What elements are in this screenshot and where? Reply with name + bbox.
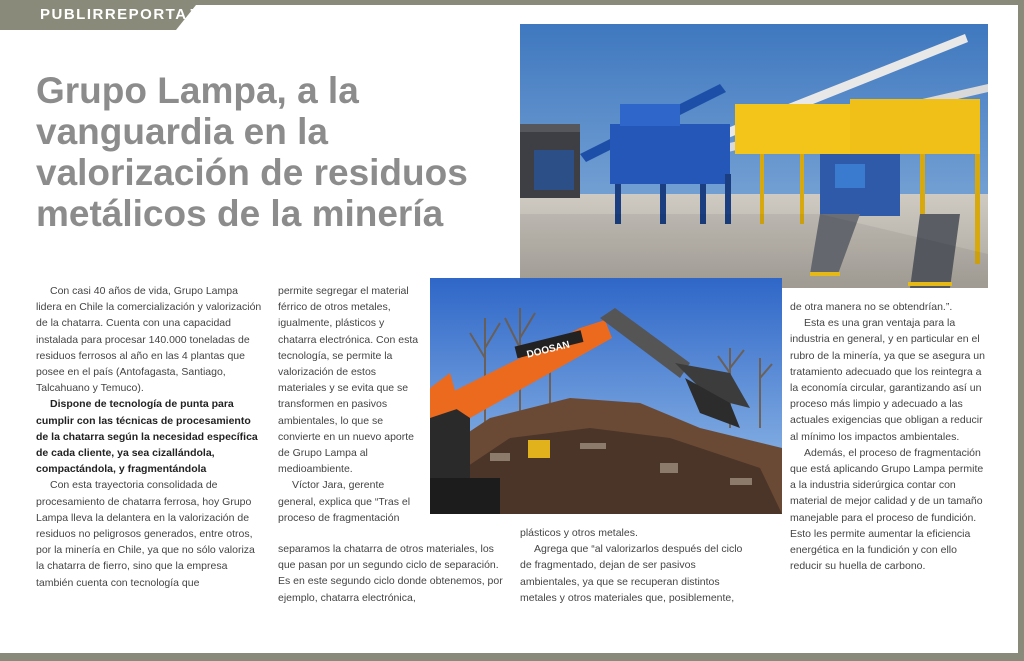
bottom-border bbox=[0, 653, 1024, 661]
section-tag-label: PUBLIRREPORTAJE bbox=[40, 6, 209, 23]
text-column-2-top bbox=[278, 283, 422, 526]
excavator-brand-label: DOOSAN bbox=[525, 339, 572, 361]
text-column-3 bbox=[520, 525, 746, 606]
text-column-4 bbox=[790, 299, 986, 574]
paragraph-valorization: Agrega que “al valorizarlos después del ciclo de fragmentado, dejan de ser pasivos ambientales, ya que se recuperan distintos metales y otros materiales que, posiblemente, bbox=[520, 543, 743, 604]
paragraph-highlight: Dispone de tecnología de punta para cumplir con las técnicas de procesamiento de la chatarra según la necesidad específica de cada cliente, ya sea cizallándola, compactándola, y fragmentándola bbox=[36, 398, 258, 476]
paragraph-quote-end: de otra manera no se obtendrían.”. bbox=[790, 301, 953, 313]
paragraph-materials: plásticos y otros metales. bbox=[520, 527, 638, 539]
text-column-1 bbox=[36, 283, 262, 591]
paragraph-intro: Con casi 40 años de vida, Grupo Lampa lidera en Chile la comercialización y valorización de la chatarra. Cuenta con una capacidad instalada para procesar 140.000 toneladas de residuos ferrosos al año en las 4 plantas que posee en el país (Antofagasta, Santiago, Talcahuano y Temuco). bbox=[36, 285, 262, 395]
plant-photo bbox=[520, 24, 988, 288]
paragraph-advantage: Esta es una gran ventaja para la industria en general, y en particular en el rubro de la minería, ya que se asegura un tratamiento adecuado que los reintegra a la economía circular, garantizando así un proceso más limpio y adecuado a las actuales exigencias que obligan a reducir al mínimo los impactos ambientales. bbox=[790, 317, 985, 443]
right-border bbox=[1018, 0, 1024, 661]
paragraph-quote-intro: Víctor Jara, gerente general, explica que “Tras el proceso de fragmentación bbox=[278, 479, 411, 524]
text-column-2-bottom bbox=[278, 541, 506, 606]
article-headline: Grupo Lampa, a la vanguardia en la valorización de residuos metálicos de la minería bbox=[36, 70, 468, 234]
paragraph-technology: permite segregar el material férrico de otros metales, igualmente, plásticos y chatarra electrónica. Con esta tecnología, se permite la valorización de estos materiales y se evita que se transformen en pasivos ambientales, lo que se convierte en un nuevo aporte de Grupo Lampa al medioambiente. bbox=[278, 285, 419, 476]
section-tag bbox=[0, 0, 209, 30]
paragraph-separation: separamos la chatarra de otros materiales, los que pasan por un segundo ciclo de separación. Es en este segundo ciclo donde obtenemos, por ejemplo, chatarra electrónica, bbox=[278, 543, 503, 604]
paragraph-fragmentation: Además, el proceso de fragmentación que está aplicando Grupo Lampa permite a la industria siderúrgica contar con material de mejor calidad y de un tamaño manejable para el proceso de fundición. Esto les permite aumentar la eficiencia energética en la fundición y con ello reducir su huella de carbono. bbox=[790, 446, 984, 573]
paragraph-trajectory: Con esta trayectoria consolidada de procesamiento de chatarra ferrosa, hoy Grupo Lampa lleva la delantera en la valorización de residuos no peligrosos generados, entre otros, por la minería en Chile, ya que no sólo valoriza la chatarra de fierro, sino que la empresa también cuenta con tecnología que bbox=[36, 479, 255, 589]
excavator-photo bbox=[430, 278, 782, 514]
